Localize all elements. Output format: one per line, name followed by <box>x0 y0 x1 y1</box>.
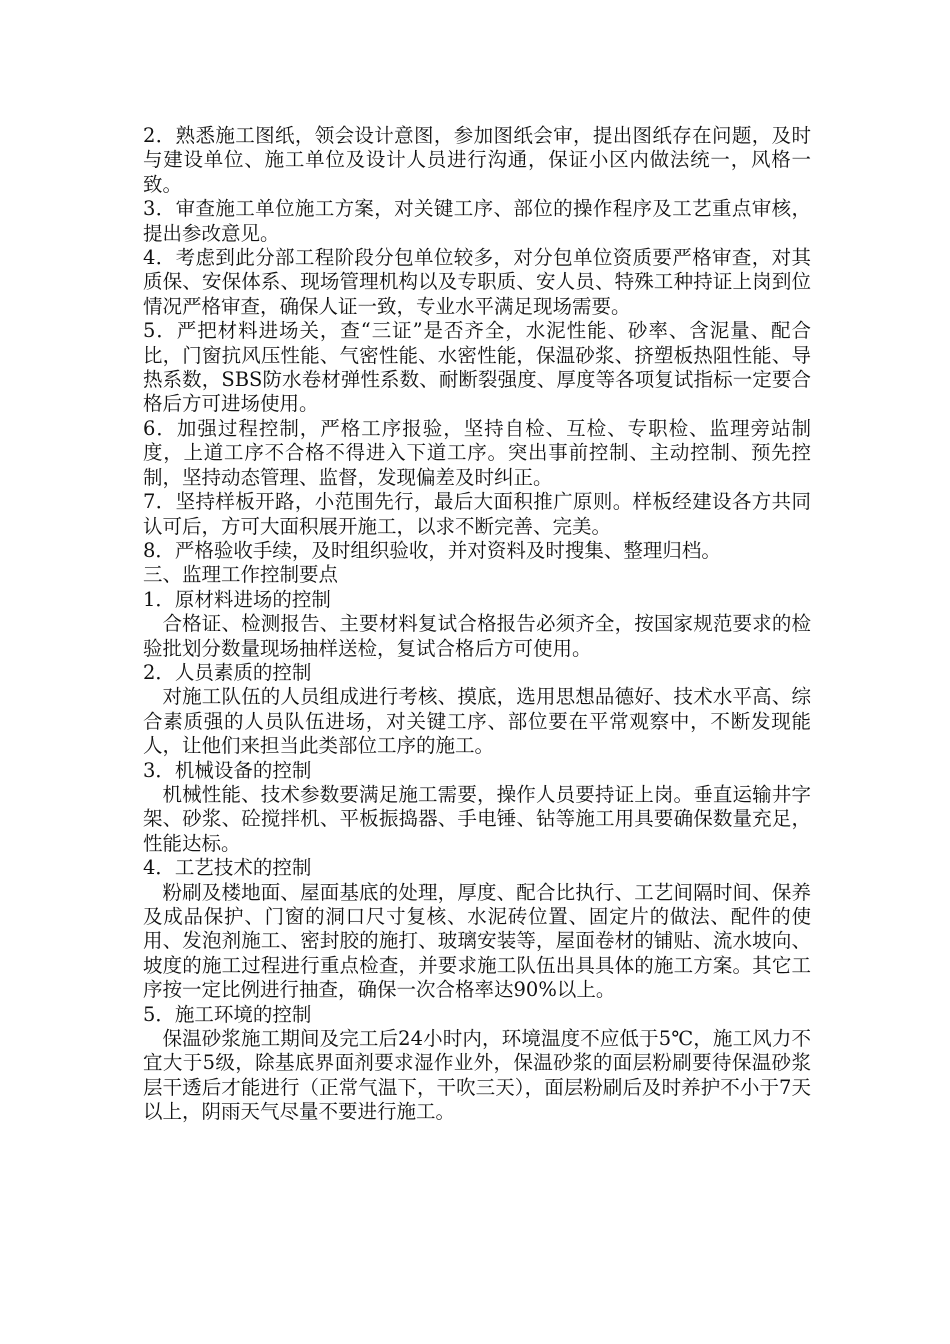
subsection-heading: 1．原材料进场的控制 <box>143 587 331 611</box>
section-heading: 三、监理工作控制要点 <box>143 563 339 587</box>
paragraph: 合格证、检测报告、主要材料复试合格报告必须齐全，按国家规范要求的检验批划分数量现场抽样送检，复试合格后方可使用。 <box>143 612 811 660</box>
paragraph: 粉刷及楼地面、屋面基底的处理，厚度、配合比执行、工艺间隔时间、保养及成品保护、门窗的洞口尺寸复核、水泥砖位置、固定片的做法、配件的使用、发泡剂施工、密封胶的施打、玻璃安装等，屋面卷材的铺贴、流水坡向、坡度的施工过程进行重点检查，并要求施工队伍出具具体的施工方案。其它工序按一定比例进行抽查，确保一次合格率达90%以上。 <box>143 880 811 1002</box>
paragraph: 7．坚持样板开路，小范围先行，最后大面积推广原则。样板经建设各方共同认可后，方可大面积展开施工，以求不断完善、完美。 <box>143 490 811 538</box>
paragraph: 5．严把材料进场关，查“三证”是否齐全，水泥性能、砂率、含泥量、配合比，门窗抗风压性能、气密性能、水密性能，保温砂浆、挤塑板热阻性能、导热系数，SBS防水卷材弹性系数、耐断裂强度、厚度等各项复试指标一定要合格后方可进场使用。 <box>143 319 811 416</box>
subsection-heading: 2．人员素质的控制 <box>143 660 312 684</box>
paragraph: 对施工队伍的人员组成进行考核、摸底，选用思想品德好、技术水平高、综合素质强的人员队伍进场，对关键工序、部位要在平常观察中，不断发现能人，让他们来担当此类部位工序的施工。 <box>143 685 811 758</box>
subsection-heading: 4．工艺技术的控制 <box>143 856 312 880</box>
paragraph: 保温砂浆施工期间及完工后24小时内，环境温度不应低于5℃，施工风力不宜大于5级，除基底界面剂要求湿作业外，保温砂浆的面层粉刷要待保温砂浆层干透后才能进行（正常气温下，干吹三天），面层粉刷后及时养护不小于7天以上，阴雨天气尽量不要进行施工。 <box>143 1027 811 1124</box>
subsection-heading: 3．机械设备的控制 <box>143 758 312 782</box>
paragraph: 2．熟悉施工图纸，领会设计意图，参加图纸会审，提出图纸存在问题，及时与建设单位、施工单位及设计人员进行沟通，保证小区内做法统一，风格一致。 <box>143 124 811 196</box>
paragraph: 6．加强过程控制，严格工序报验，坚持自检、互检、专职检、监理旁站制度，上道工序不合格不得进入下道工序。突出事前控制、主动控制、预先控制，坚持动态管理、监督，发现偏差及时纠正。 <box>143 416 811 489</box>
document-body <box>143 124 811 1125</box>
paragraph: 机械性能、技术参数要满足施工需要，操作人员要持证上岗。垂直运输井字架、砂浆、砼搅拌机、平板振捣器、手电锤、钻等施工用具要确保数量充足，性能达标。 <box>143 782 811 855</box>
paragraph: 3．审查施工单位施工方案，对关键工序、部位的操作程序及工艺重点审核，提出参改意见。 <box>143 197 811 245</box>
paragraph: 8．严格验收手续，及时组织验收，并对资料及时搜集、整理归档。 <box>143 538 721 562</box>
paragraph: 4．考虑到此分部工程阶段分包单位较多，对分包单位资质要严格审查，对其质保、安保体系、现场管理机构以及专职质、安人员、特殊工种持证上岗到位情况严格审查，确保人证一致，专业水平满足现场需要。 <box>143 246 811 318</box>
subsection-heading: 5．施工环境的控制 <box>143 1002 312 1026</box>
